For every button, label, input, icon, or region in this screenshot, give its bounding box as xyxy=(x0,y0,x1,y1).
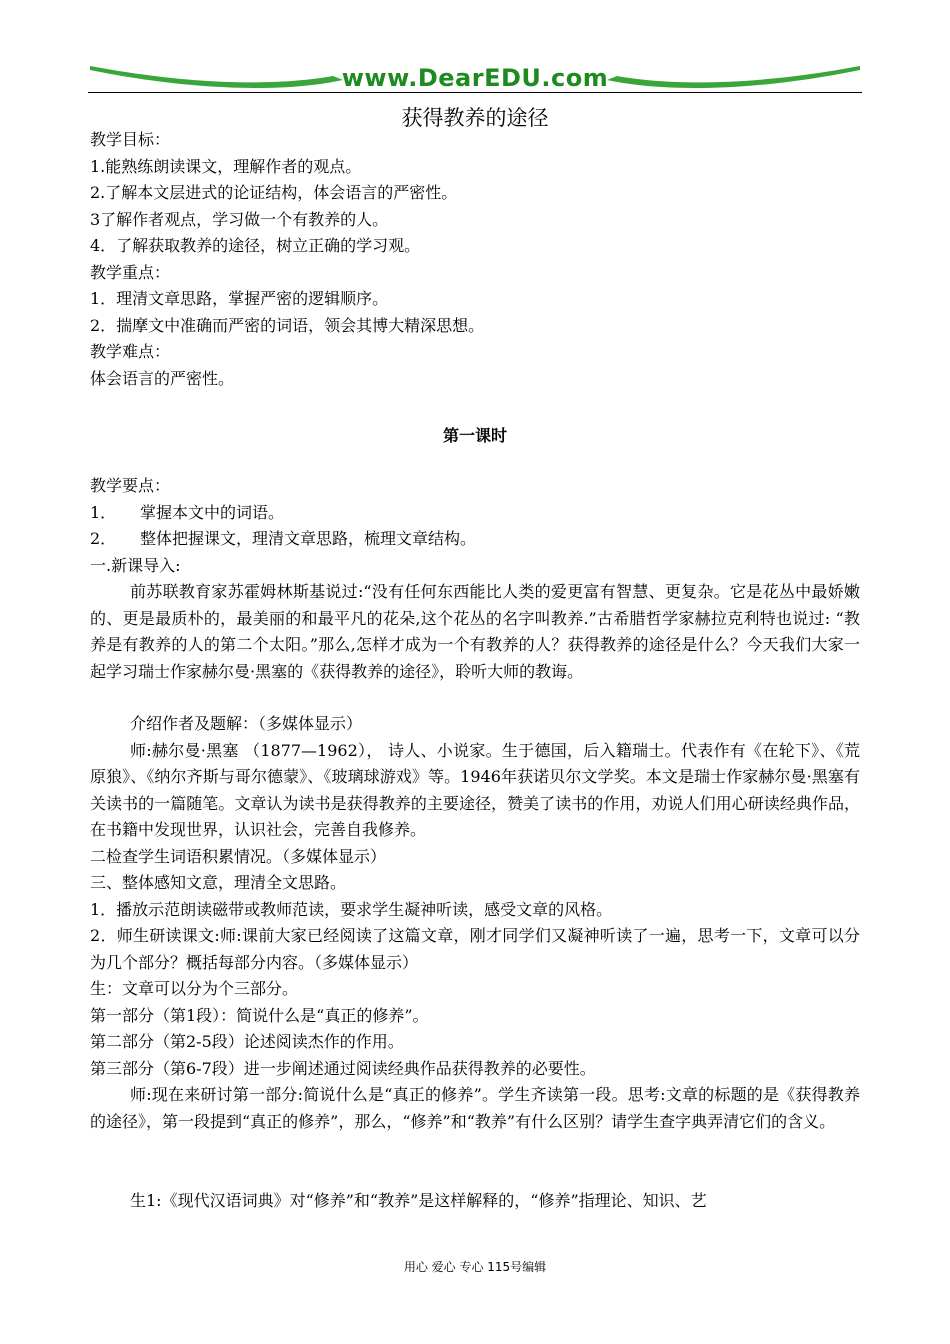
page-title: 获得教养的途径 xyxy=(401,106,549,130)
student1-paragraph: 生1:《现代汉语词典》对“修养”和“教养”是这样解释的，“修养”指理论、知识、艺 xyxy=(130,1191,707,1210)
item-text: 掌握本文中的词语。 xyxy=(140,502,285,522)
lesson-point-item xyxy=(90,526,860,553)
lesson-point-item xyxy=(90,500,860,527)
objective-item: 4．了解获取教养的途径，树立正确的学习观。 xyxy=(90,236,421,255)
part-item: 第三部分（第6-7段）进一步阐述通过阅读经典作品获得教养的必要性。 xyxy=(90,1058,596,1078)
part-item: 第二部分（第2-5段）论述阅读杰作的作用。 xyxy=(90,1032,404,1051)
section2-heading: 二检查学生词语积累情况。（多媒体显示） xyxy=(90,846,387,866)
site-url[interactable]: www.DearEDU.com xyxy=(341,64,609,92)
lesson-heading: 第一课时 xyxy=(442,426,507,445)
objective-item: 3了解作者观点，学习做一个有教养的人。 xyxy=(90,209,389,229)
intro-paragraph: 前苏联教育家苏霍姆林斯基说过:“没有任何东西能比人类的爱更富有智慧、更复杂。它是花丛中最娇嫩的、更是最质朴的，最美丽的和最平凡的花朵,这个花丛的名字叫教养.”古希腊哲学家赫拉克利特也说过: “教养是有教养的人的第二个太阳。”那么,怎样才成为一个有教养的人？获得教养的途径是什么？今天我们大家一起学习瑞士作家赫尔曼·黑塞的《获得教养的途径》，聆听大师的教诲。 xyxy=(90,582,860,681)
item-number: 2． xyxy=(90,529,117,548)
key-points-label: 教学重点： xyxy=(90,262,171,282)
teacher-paragraph: 师:现在来研讨第一部分:简说什么是“真正的修养”。学生齐读第一段。思考:文章的标题的是《获得教养的途径》，第一段提到“真正的修养”，那么，“修养”和“教养”有什么区别？请学生查字典弄清它们的含义。 xyxy=(90,1085,860,1131)
section3-step: 2．师生研读课文:师:课前大家已经阅读了这篇文章，刚才同学们又凝神听读了一遍，思考一下，文章可以分为几个部分？概括每部分内容。（多媒体显示） xyxy=(90,926,860,972)
objective-item: 2.了解本文层进式的论证结构，体会语言的严密性。 xyxy=(90,183,458,202)
lesson-points-label: 教学要点： xyxy=(90,476,171,495)
difficulty-text: 体会语言的严密性。 xyxy=(90,368,235,388)
page-footer: 用心 爱心 专心 115号编辑 xyxy=(403,1260,547,1274)
key-point-item: 2．揣摩文中准确而严密的词语，领会其博大精深思想。 xyxy=(90,315,485,335)
site-banner xyxy=(88,62,862,98)
author-intro-paragraph: 师:赫尔曼·黑塞 （1877—1962）， 诗人、小说家。生于德国，后入籍瑞士。代表作有《在轮下》、《荒原狼》、《纳尔齐斯与哥尔德蒙》、《玻璃球游戏》等。1946年获诺贝尔文学奖。本文是瑞士作家赫尔曼·黑塞有关读书的一篇随笔。文章认为读书是获得教养的主要途径，赞美了读书的作用，劝说人们用心研读经典作品，在书籍中发现世界，认识社会，完善自我修养。 xyxy=(90,740,860,839)
item-number: 1． xyxy=(90,502,117,522)
item-text: 整体把握课文，理清文章思路，梳理文章结构。 xyxy=(140,529,477,548)
key-point-item: 1．理清文章思路，掌握严密的逻辑顺序。 xyxy=(90,289,389,308)
header-divider xyxy=(88,92,862,93)
document-body xyxy=(90,127,860,1215)
author-intro-heading: 介绍作者及题解：（多媒体显示） xyxy=(130,714,363,733)
part-item: 第一部分（第1段）：简说什么是“真正的修养”。 xyxy=(90,1005,429,1025)
section3-heading: 三、整体感知文意，理清全文思路。 xyxy=(90,873,347,892)
difficulty-label: 教学难点： xyxy=(90,342,171,361)
objective-item: 1.能熟练朗读课文，理解作者的观点。 xyxy=(90,156,362,176)
objectives-label: 教学目标： xyxy=(90,130,171,149)
section3-step: 1．播放示范朗读磁带或教师范读，要求学生凝神听读，感受文章的风格。 xyxy=(90,899,613,919)
section1-heading: 一.新课导入: xyxy=(90,555,181,575)
student-answer: 生：文章可以分为个三部分。 xyxy=(90,979,299,998)
